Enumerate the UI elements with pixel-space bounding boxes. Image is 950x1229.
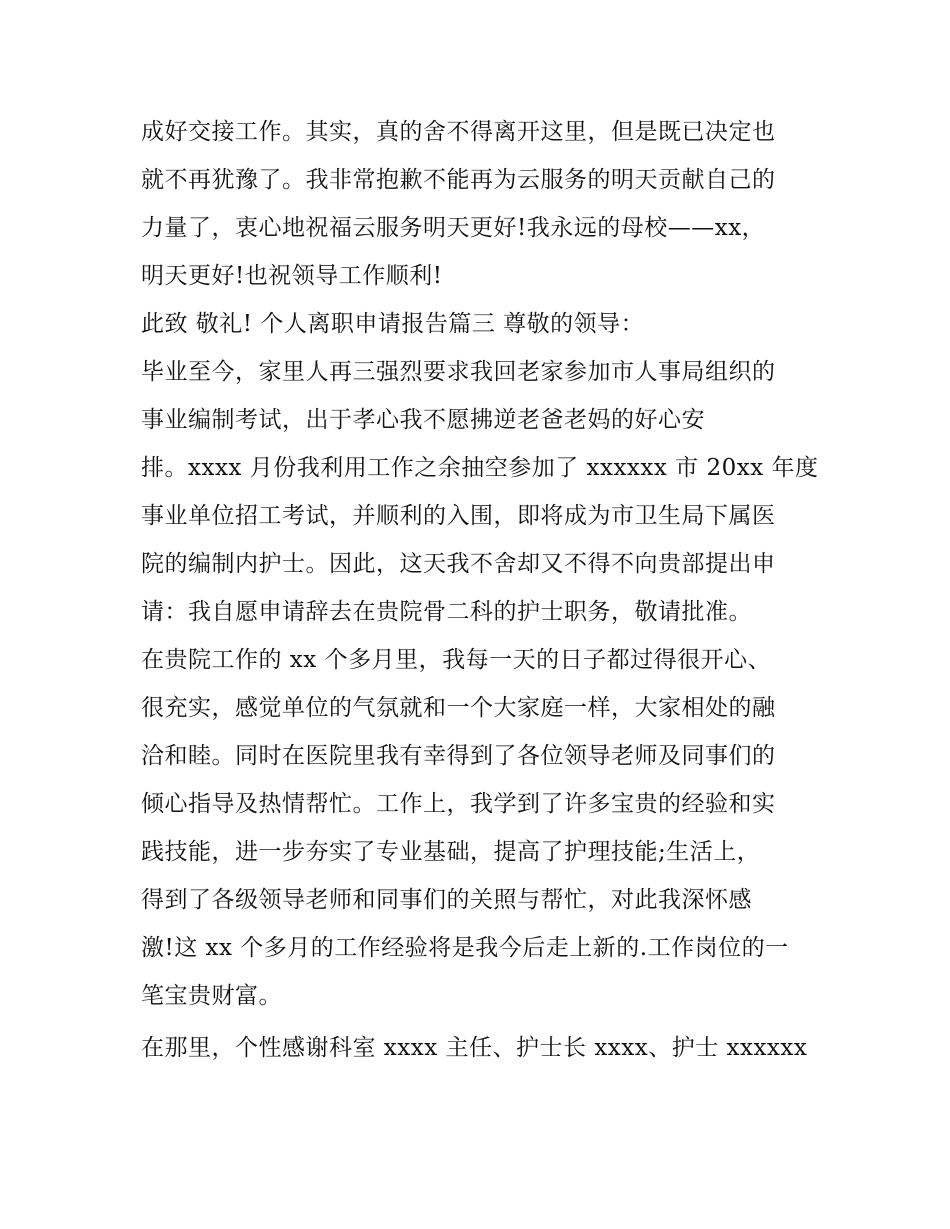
text-line: 就不再犹豫了。我非常抱歉不能再为云服务的明天贡献自己的 (141, 167, 776, 193)
text-line: 事业单位招工考试，并顺利的入围，即将成为市卫生局下属医 (141, 503, 776, 529)
text-line: 在那里，个性感谢科室 xxxx 主任、护士长 xxxx、护士 xxxxxx (141, 1035, 808, 1061)
text-line: 得到了各级领导老师和同事们的关照与帮忙，对此我深怀感 (141, 887, 752, 913)
text-line: 此致 敬礼! 个人离职申请报告篇三 尊敬的领导： (141, 311, 645, 337)
text-line: 事业编制考试，出于孝心我不愿拂逆老爸老妈的好心安 (141, 407, 705, 433)
text-line: 激!这 xx 个多月的工作经验将是我今后走上新的.工作岗位的一 (141, 935, 789, 961)
text-line: 院的编制内护士。因此，这天我不舍却又不得不向贵部提出申 (141, 551, 776, 577)
text-line: 排。xxxx 月份我利用工作之余抽空参加了 xxxxxx 市 20xx 年度 (141, 455, 819, 481)
text-line: 践技能，进一步夯实了专业基础，提高了护理技能;生活上， (141, 839, 761, 865)
text-line: 洽和睦。同时在医院里我有幸得到了各位领导老师及同事们的 (141, 743, 776, 769)
text-line: 倾心指导及热情帮忙。工作上，我学到了许多宝贵的经验和实 (141, 791, 776, 817)
document-body (141, 108, 821, 1072)
text-line: 笔宝贵财富。 (141, 983, 282, 1009)
text-line: 成好交接工作。其实，真的舍不得离开这里，但是既已决定也 (141, 119, 776, 145)
text-line: 力量了，衷心地祝福云服务明天更好!我永远的母校——xx， (141, 215, 766, 241)
text-line: 很充实，感觉单位的气氛就和一个大家庭一样，大家相处的融 (141, 695, 776, 721)
text-line: 明天更好!也祝领导工作顺利! (141, 263, 443, 289)
text-line: 请：我自愿申请辞去在贵院骨二科的护士职务，敬请批准。 (141, 599, 752, 625)
text-line: 毕业至今，家里人再三强烈要求我回老家参加市人事局组织的 (141, 359, 776, 385)
text-line: 在贵院工作的 xx 个多月里，我每一天的日子都过得很开心、 (141, 647, 772, 673)
